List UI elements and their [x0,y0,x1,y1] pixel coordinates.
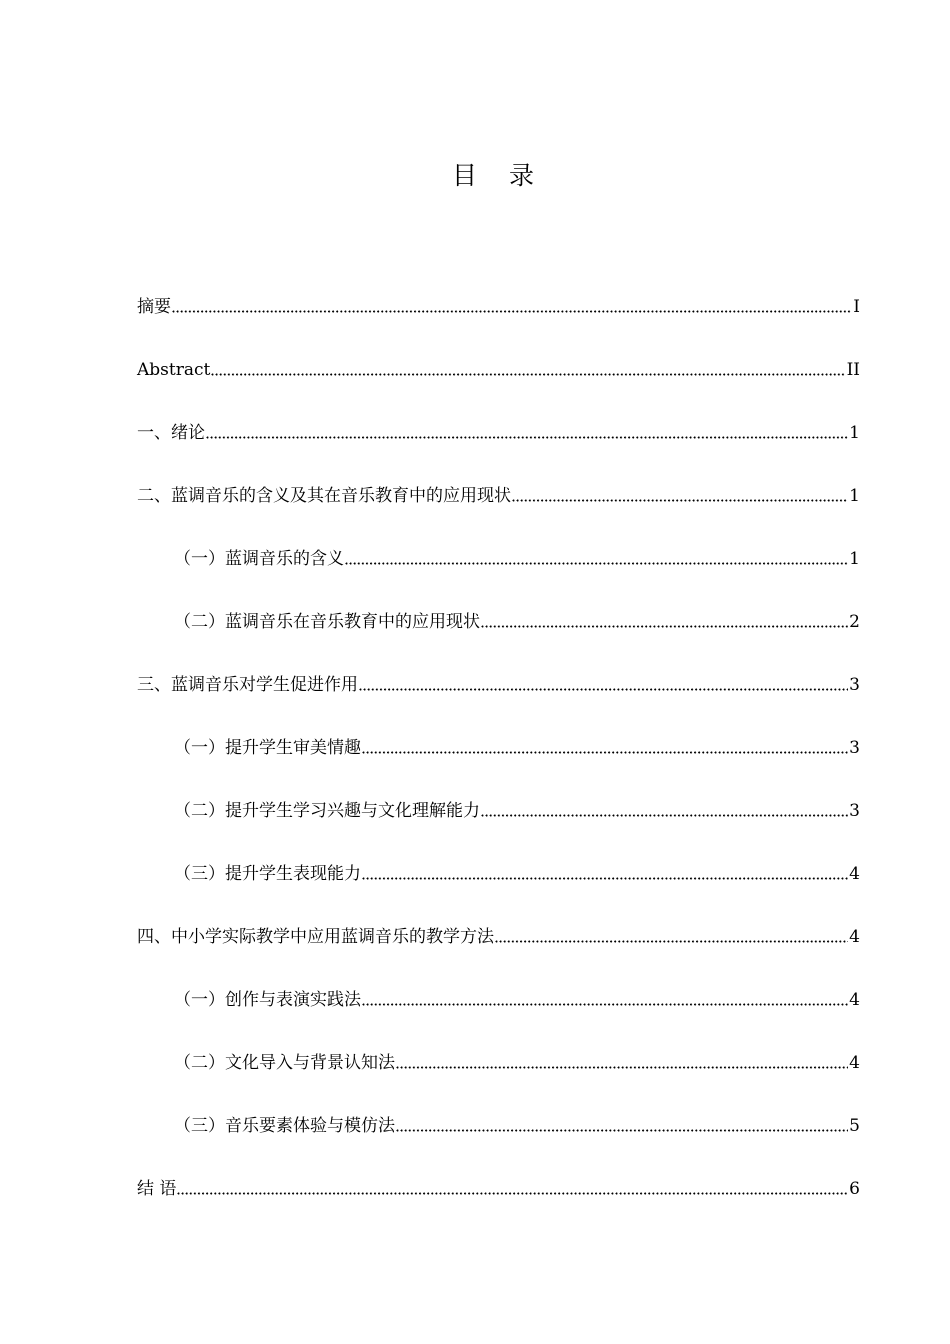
toc-page-number: 4 [849,927,860,947]
toc-entry-text: （三）音乐要素体验与模仿法 [174,1116,395,1136]
toc-page-number: II [846,360,860,380]
toc-dot-leader [345,559,848,567]
toc-page-number: I [853,297,860,317]
toc-page-number: 4 [849,990,860,1010]
toc-entry-section-4-1[interactable] [137,951,860,1014]
table-of-contents [137,292,860,1203]
toc-page-number: 4 [849,864,860,884]
toc-page-number: 4 [849,1053,860,1073]
toc-entry-text: （一）创作与表演实践法 [174,990,361,1010]
toc-dot-leader [362,874,848,882]
toc-dot-leader [206,433,848,441]
toc-dot-leader [362,748,848,756]
toc-dot-leader [495,937,848,945]
toc-entry-abstract-cn[interactable] [137,292,860,321]
toc-entry-text: 四、中小学实际教学中应用蓝调音乐的教学方法 [137,927,494,947]
toc-entry-section-2-1[interactable] [137,510,860,573]
toc-entry-text: （一）蓝调音乐的含义 [174,549,344,569]
toc-entry-section-4-3[interactable] [137,1077,860,1140]
toc-entry-chapter-2[interactable] [137,447,860,510]
toc-entry-chapter-3[interactable] [137,636,860,699]
toc-entry-text: 摘要 [137,297,171,317]
page-title: 目 录 [452,161,546,190]
toc-entry-text: （一）提升学生审美情趣 [174,738,361,758]
toc-dot-leader [481,811,848,819]
toc-dot-leader [512,496,848,504]
toc-entry-text: 三、蓝调音乐对学生促进作用 [137,675,358,695]
toc-dot-leader [172,307,852,315]
toc-entry-text: （二）文化导入与背景认知法 [174,1053,395,1073]
toc-entry-section-2-2[interactable] [137,573,860,636]
toc-page-number: 1 [849,423,860,443]
toc-page-number: 3 [849,801,860,821]
toc-page-number: 5 [849,1116,860,1136]
toc-dot-leader [177,1189,848,1197]
toc-entry-chapter-4[interactable] [137,888,860,951]
toc-entry-text: 结 语 [137,1179,177,1199]
toc-dot-leader [396,1126,848,1134]
toc-entry-conclusion[interactable] [137,1140,860,1203]
toc-dot-leader [211,370,845,378]
toc-entry-text: （三）提升学生表现能力 [174,864,361,884]
toc-dot-leader [362,1000,848,1008]
toc-entry-text: （二）蓝调音乐在音乐教育中的应用现状 [174,612,480,632]
toc-entry-section-3-1[interactable] [137,699,860,762]
toc-entry-text: 一、绪论 [137,423,205,443]
toc-page-number: 1 [849,486,860,506]
toc-entry-introduction[interactable] [137,384,860,447]
toc-page-number: 2 [849,612,860,632]
toc-entry-text: 二、蓝调音乐的含义及其在音乐教育中的应用现状 [137,486,511,506]
toc-dot-leader [396,1063,848,1071]
toc-entry-text: （二）提升学生学习兴趣与文化理解能力 [174,801,480,821]
toc-page-number: 1 [849,549,860,569]
toc-entry-text: Abstract [137,360,211,380]
toc-entry-abstract-en[interactable] [137,321,860,384]
toc-page-number: 6 [849,1179,860,1199]
toc-entry-section-3-3[interactable] [137,825,860,888]
toc-page-number: 3 [849,738,860,758]
toc-dot-leader [359,685,848,693]
toc-entry-section-4-2[interactable] [137,1014,860,1077]
toc-dot-leader [481,622,848,630]
toc-page-number: 3 [849,675,860,695]
toc-entry-section-3-2[interactable] [137,762,860,825]
